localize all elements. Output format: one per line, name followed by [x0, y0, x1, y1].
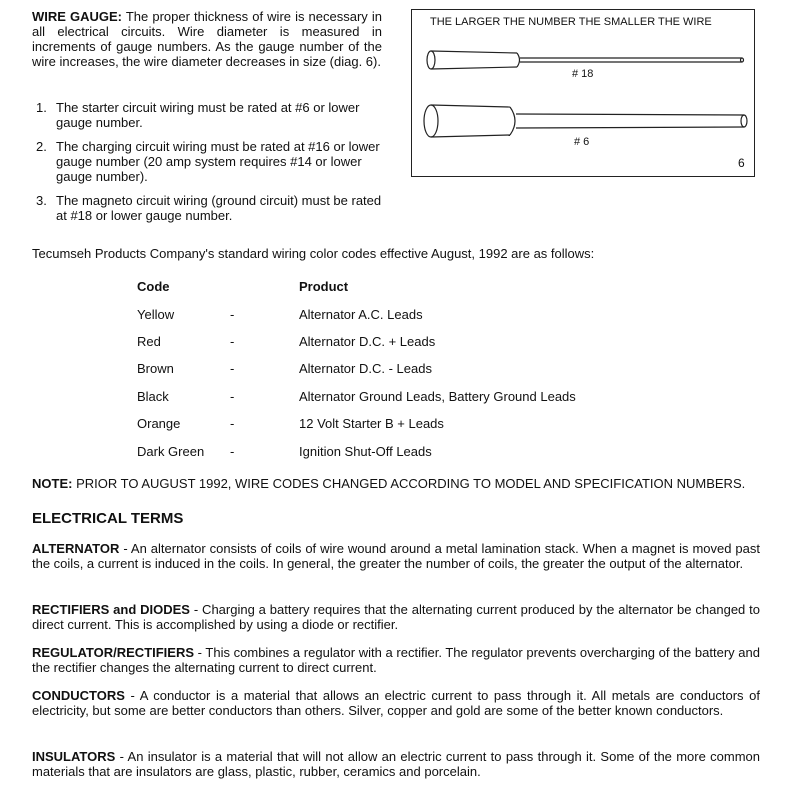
term-definition: - This combines a regulator with a rectifier. The regulator prevents overcharging of the battery and the rectifier changes the alternating current to direct current. [32, 645, 760, 675]
wire-illustration [412, 10, 754, 176]
list-item [36, 139, 382, 184]
code-cell: Orange [137, 416, 181, 432]
term-name: RECTIFIERS and DIODES [32, 602, 190, 617]
wire-gauge-diagram [411, 9, 755, 177]
wire-6-label: # 6 [574, 136, 590, 148]
term-name: INSULATORS [32, 749, 116, 764]
table-row [137, 437, 576, 464]
term-definition: - An insulator is a material that will not allow an electric current to pass through it. Some of the more common materials that are insulators are glass, plastic, rubber, ceramics and porcelain. [32, 749, 760, 779]
term-definition: - A conductor is a material that allows an electric current to pass through it. All metals are conductors of electricity, but some are better conductors than others. Silver, copper and gold are some of the better known conductors. [32, 688, 760, 718]
code-cell: Dark Green [137, 443, 205, 459]
color-code-intro: Tecumseh Products Company's standard wiring color codes effective August, 1992 are as follows: [32, 246, 595, 261]
list-text: The starter circuit wiring must be rated at #6 or lower gauge number. [56, 100, 360, 130]
code-cell: Brown [137, 361, 174, 377]
electrical-terms-heading: ELECTRICAL TERMS [32, 510, 184, 527]
dash-cell: - [230, 306, 235, 322]
dash-cell: - [230, 333, 235, 349]
product-cell: Alternator Ground Leads, Battery Ground Leads [299, 388, 576, 404]
term-definition: - An alternator consists of coils of wire wound around a metal lamination stack. When a magnet is moved past the coils, a current is induced in the coils. In general, the greater the number of coils, the greater the output of the alternator. [32, 541, 760, 571]
term-rectifiers-diodes [32, 602, 760, 632]
wire-rating-list [36, 100, 382, 232]
note-text: PRIOR TO AUGUST 1992, WIRE CODES CHANGED ACCORDING TO MODEL AND SPECIFICATION NUMBERS. [76, 476, 746, 491]
wire-gauge-text: The proper thickness of wire is necessary in all electrical circuits. Wire diameter is measured in increments of gauge numbers. As the gauge number of the wire increases, the wire diameter decreases in size (diag. 6). [32, 9, 382, 69]
wire-18-label: # 18 [572, 68, 594, 80]
code-cell: Yellow [137, 306, 175, 322]
dash-cell: - [230, 361, 235, 377]
product-cell: Ignition Shut-Off Leads [299, 443, 432, 459]
term-regulator-rectifiers [32, 645, 760, 675]
note-label: NOTE: [32, 476, 73, 491]
code-header: Code [137, 279, 170, 295]
dash-header [230, 273, 299, 300]
code-cell: Black [137, 388, 169, 404]
list-text: The charging circuit wiring must be rated at #16 or lower gauge number (20 amp system requires #14 or lower gauge number). [56, 139, 380, 184]
term-name: ALTERNATOR [32, 541, 120, 556]
table-row [137, 328, 576, 355]
dash-cell: - [230, 388, 235, 404]
large-wire-drawing [424, 105, 747, 137]
product-cell: Alternator D.C. + Leads [299, 333, 436, 349]
table-header-row [137, 273, 576, 300]
term-definition: - Charging a battery requires that the alternating current produced by the alternator be changed to direct current. This is accomplished by using a diode or rectifier. [32, 602, 760, 632]
table-row [137, 355, 576, 382]
dash-cell: - [230, 443, 235, 459]
small-wire-drawing [427, 51, 744, 69]
list-item [36, 100, 382, 130]
product-header: Product [299, 279, 349, 295]
product-cell: Alternator A.C. Leads [299, 306, 423, 322]
list-number: 2. [36, 139, 47, 154]
diagram-caption: THE LARGER THE NUMBER THE SMALLER THE WIRE [430, 16, 712, 28]
term-name: CONDUCTORS [32, 688, 125, 703]
list-item [36, 193, 382, 223]
code-cell: Red [137, 333, 161, 349]
list-text: The magneto circuit wiring (ground circuit) must be rated at #18 or lower gauge number. [56, 193, 382, 223]
term-name: REGULATOR/RECTIFIERS [32, 645, 195, 660]
figure-number: 6 [738, 156, 745, 170]
table-row [137, 410, 576, 437]
list-number: 3. [36, 193, 47, 208]
color-code-table [137, 273, 576, 465]
term-insulators [32, 749, 760, 779]
wire-gauge-paragraph [32, 9, 382, 69]
term-conductors [32, 688, 760, 718]
product-cell: Alternator D.C. - Leads [299, 361, 432, 377]
table-row [137, 300, 576, 327]
product-cell: 12 Volt Starter B + Leads [299, 416, 444, 432]
list-number: 1. [36, 100, 47, 115]
wire-gauge-heading: WIRE GAUGE: [32, 9, 123, 24]
term-alternator [32, 541, 760, 571]
dash-cell: - [230, 416, 235, 432]
note-paragraph [32, 476, 760, 491]
table-row [137, 383, 576, 410]
